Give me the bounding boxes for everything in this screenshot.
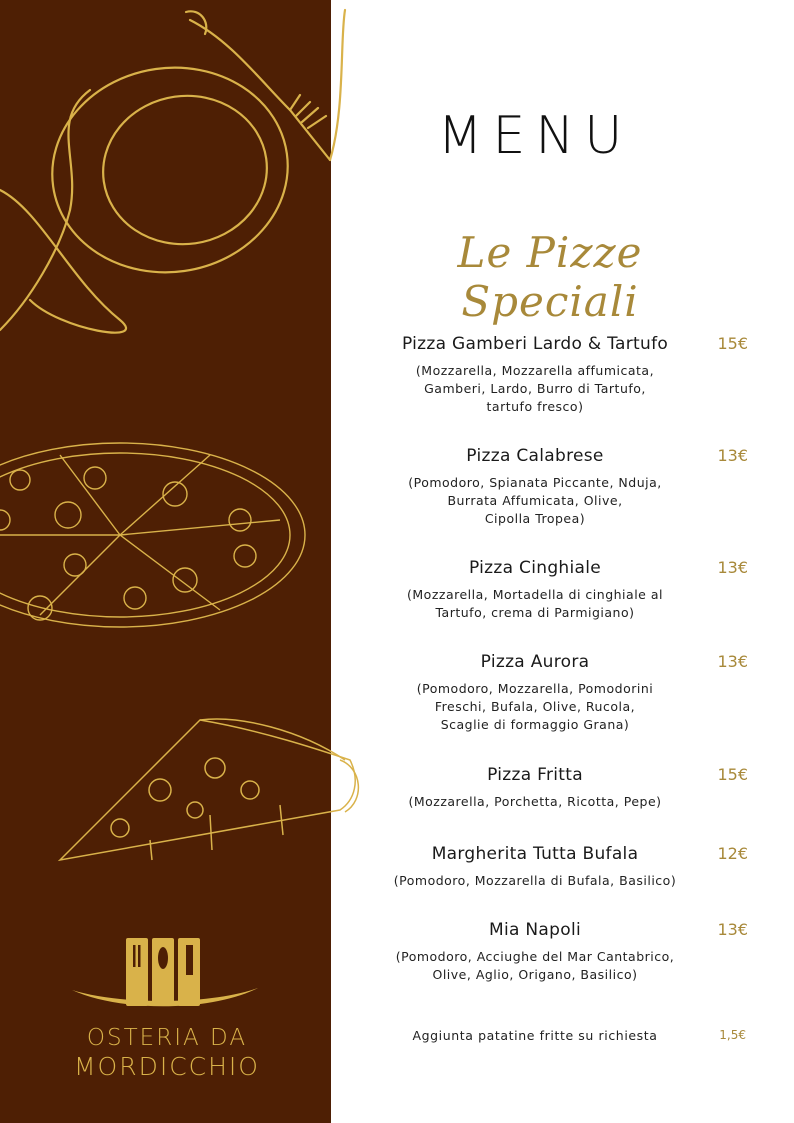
menu-item xyxy=(380,558,760,622)
item-name: Pizza Gamberi Lardo & Tartufo xyxy=(401,334,669,354)
menu-subtitle: Le Pizze Speciali xyxy=(457,228,643,326)
item-description: (Mozzarella, Porchetta, Ricotta, Pepe) xyxy=(408,794,662,809)
item-price: 13€ xyxy=(717,920,748,939)
menu-item xyxy=(380,446,760,528)
item-name: Pizza Fritta xyxy=(487,765,583,785)
extra-note xyxy=(380,1028,760,1043)
brand-name-line1: OSTERIA DA xyxy=(86,1025,248,1051)
item-price: 13€ xyxy=(717,446,748,465)
extra-label: Aggiunta patatine fritte su richiesta xyxy=(412,1028,658,1043)
item-name: Pizza Aurora xyxy=(480,652,590,672)
item-name: Mia Napoli xyxy=(489,920,581,940)
menu-item xyxy=(380,652,760,734)
whole-pizza-icon xyxy=(0,443,305,627)
item-description: (Mozzarella, Mozzarella affumicata, Gamberi, Lardo, Burro di Tartufo, tartufo fresco) xyxy=(415,363,655,414)
menu-item xyxy=(380,334,760,416)
decorative-illustrations xyxy=(0,0,370,1123)
item-name: Margherita Tutta Bufala xyxy=(431,844,639,864)
item-description: (Pomodoro, Spianata Piccante, Nduja, Burrata Affumicata, Olive, Cipolla Tropea) xyxy=(408,475,662,526)
menu-item xyxy=(380,920,760,984)
menu-item xyxy=(380,765,760,811)
item-price: 13€ xyxy=(717,558,748,577)
item-description: (Pomodoro, Mozzarella, Pomodorini Freschi, Bufala, Olive, Rucola, Scaglie di formaggio Grana) xyxy=(416,681,654,732)
item-name: Pizza Cinghiale xyxy=(468,558,602,578)
item-description: (Pomodoro, Acciughe del Mar Cantabrico, Olive, Aglio, Origano, Basilico) xyxy=(395,949,675,982)
item-name: Pizza Calabrese xyxy=(466,446,604,466)
item-price: 12€ xyxy=(717,844,748,863)
extra-price: 1,5€ xyxy=(719,1028,746,1042)
plate-fork-icon xyxy=(0,10,345,333)
menu-title: MENU xyxy=(437,106,633,166)
item-description: (Pomodoro, Mozzarella di Bufala, Basilico) xyxy=(393,873,677,888)
brand-name-line2: MORDICCHIO xyxy=(73,1052,260,1081)
item-price: 13€ xyxy=(717,652,748,671)
item-price: 15€ xyxy=(717,334,748,353)
menu-item xyxy=(380,844,760,890)
pizza-slice-icon xyxy=(60,719,358,860)
item-price: 15€ xyxy=(717,765,748,784)
item-description: (Mozzarella, Mortadella di cinghiale al Tartufo, crema di Parmigiano) xyxy=(407,587,663,620)
